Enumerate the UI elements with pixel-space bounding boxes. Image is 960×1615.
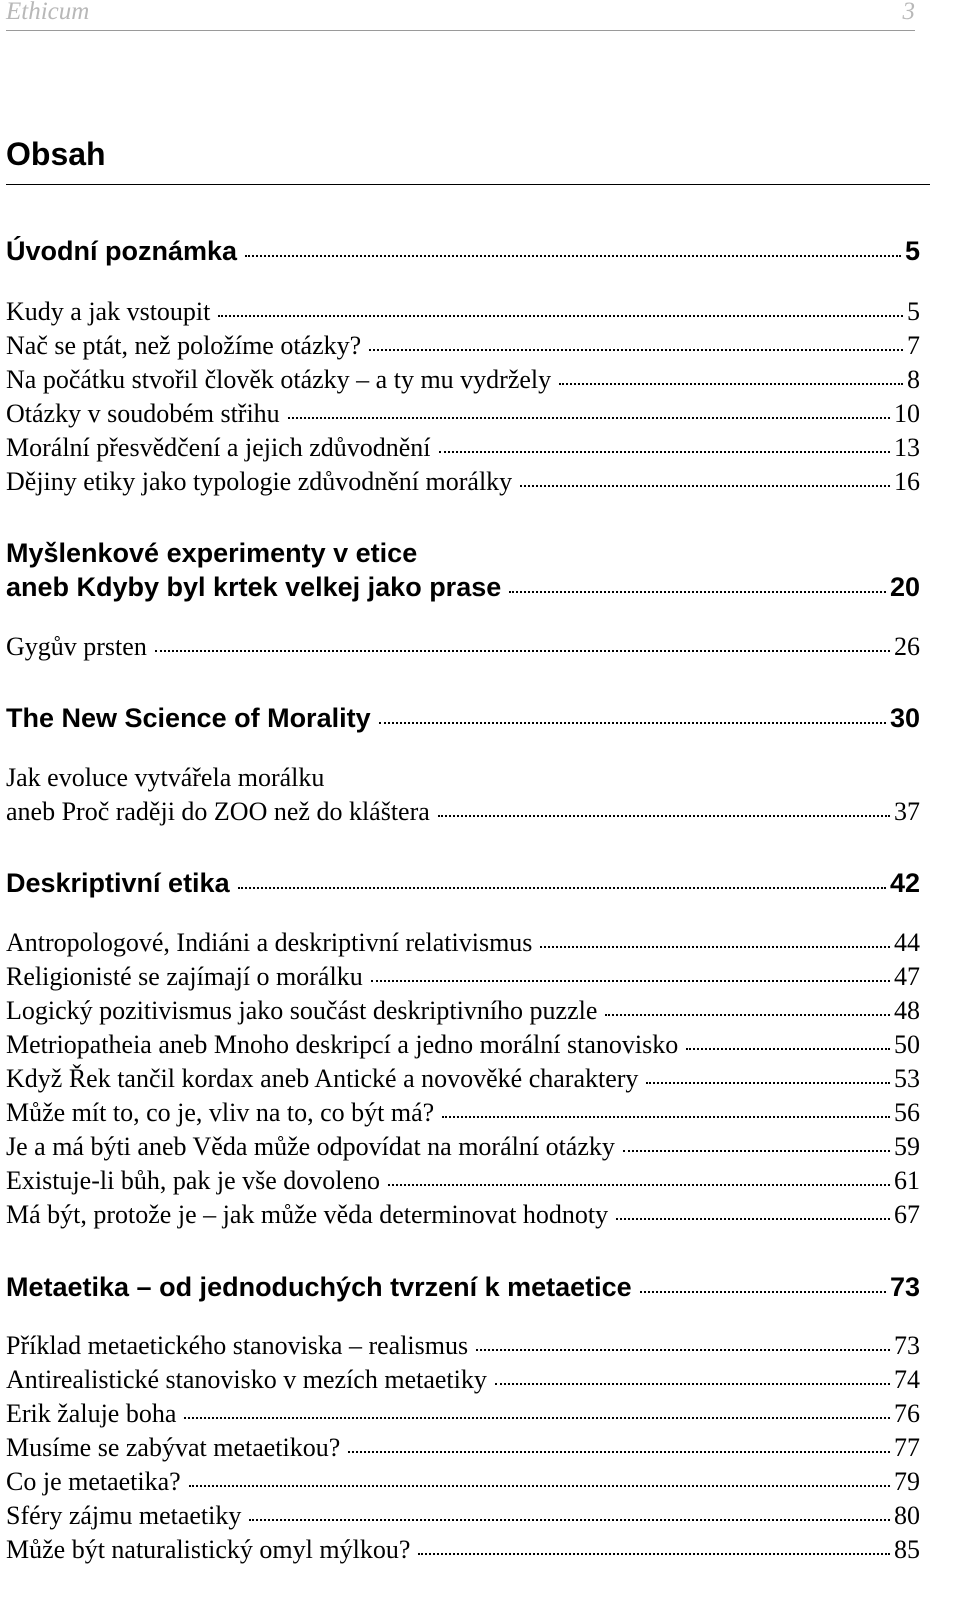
toc-entry-page: 74 bbox=[894, 1365, 920, 1394]
toc-entry-title: Úvodní poznámka bbox=[6, 236, 238, 266]
toc-section-entry[interactable] bbox=[6, 994, 920, 1028]
toc-section-entry[interactable] bbox=[6, 1533, 920, 1567]
toc-entry-title: Antropologové, Indiáni a deskriptivní relativismus bbox=[6, 928, 533, 957]
toc-title: Obsah bbox=[6, 134, 930, 185]
leader-dots bbox=[495, 1382, 890, 1385]
toc-entry-title: Když Řek tančil kordax aneb Antické a novověké charaktery bbox=[6, 1064, 639, 1093]
toc-entry-page: 42 bbox=[889, 868, 920, 898]
leader-dots bbox=[238, 886, 886, 889]
leader-dots bbox=[623, 1149, 890, 1152]
toc-section-entry[interactable] bbox=[6, 761, 920, 829]
leader-dots bbox=[249, 1518, 890, 1521]
toc-entry-page: 56 bbox=[894, 1098, 920, 1127]
leader-dots bbox=[616, 1217, 890, 1220]
toc-entry-page: 37 bbox=[894, 797, 920, 826]
toc-entry-page: 76 bbox=[894, 1399, 920, 1428]
leader-dots bbox=[438, 814, 890, 817]
toc-section-entry[interactable] bbox=[6, 1164, 920, 1198]
toc-entry-title-line1: Myšlenkové experimenty v etice bbox=[6, 538, 418, 568]
toc-section-entry[interactable] bbox=[6, 465, 920, 499]
toc-entry-page: 30 bbox=[889, 703, 920, 733]
toc-entry-title: Musíme se zabývat metaetikou? bbox=[6, 1433, 341, 1462]
toc-section-entry[interactable] bbox=[6, 329, 920, 363]
toc-section-entry[interactable] bbox=[6, 397, 920, 431]
leader-dots bbox=[476, 1348, 890, 1351]
running-header bbox=[6, 0, 915, 31]
leader-dots bbox=[640, 1290, 886, 1293]
toc-entry-title: Příklad metaetického stanoviska – realismus bbox=[6, 1331, 469, 1360]
leader-dots bbox=[686, 1047, 890, 1050]
toc-entry-page: 44 bbox=[894, 928, 920, 957]
toc-section-entry[interactable] bbox=[6, 1130, 920, 1164]
toc-entry-page: 47 bbox=[894, 962, 920, 991]
leader-dots bbox=[520, 484, 890, 487]
toc-entry-page: 16 bbox=[894, 467, 920, 496]
toc-entry-title: Erik žaluje boha bbox=[6, 1399, 177, 1428]
toc-entry-page: 50 bbox=[894, 1030, 920, 1059]
toc-entry-title: Nač se ptát, než položíme otázky? bbox=[6, 331, 362, 360]
toc-entry-title: Dějiny etiky jako typologie zdůvodnění morálky bbox=[6, 467, 513, 496]
toc-entry-page: 61 bbox=[894, 1166, 920, 1195]
leader-dots bbox=[418, 1552, 890, 1555]
toc-entry-title: Morální přesvědčení a jejich zdůvodnění bbox=[6, 433, 431, 462]
toc-entry-title: Je a má býti aneb Věda může odpovídat na morální otázky bbox=[6, 1132, 615, 1161]
leader-dots bbox=[245, 254, 901, 257]
toc-entry-page: 5 bbox=[907, 297, 920, 326]
toc-entry-title: Kudy a jak vstoupit bbox=[6, 297, 211, 326]
leader-dots bbox=[369, 348, 903, 351]
toc-entry-title-line1: Jak evoluce vytvářela morálku bbox=[6, 763, 325, 792]
toc-section-entry[interactable] bbox=[6, 1465, 920, 1499]
toc-entry-title: Co je metaetika? bbox=[6, 1467, 181, 1496]
toc-section-entry[interactable] bbox=[6, 926, 920, 960]
leader-dots bbox=[218, 314, 903, 317]
toc-entry-page: 67 bbox=[894, 1200, 920, 1229]
toc-entry-title: Gygův prsten bbox=[6, 632, 147, 661]
toc-entry-page: 26 bbox=[894, 632, 920, 661]
toc-entry-page: 79 bbox=[894, 1467, 920, 1496]
toc-entry-title: aneb Kdyby byl krtek velkej jako prase bbox=[6, 572, 502, 602]
toc-section-entry[interactable] bbox=[6, 1062, 920, 1096]
running-header-page-number: 3 bbox=[902, 0, 915, 25]
toc-entry-page: 73 bbox=[894, 1331, 920, 1360]
toc-entry-page: 10 bbox=[894, 399, 920, 428]
toc-chapter-entry[interactable] bbox=[6, 1270, 920, 1304]
toc-entry-title: Metaetika – od jednoduchých tvrzení k metaetice bbox=[6, 1272, 632, 1302]
toc-entry-title: Může být naturalistický omyl mýlkou? bbox=[6, 1535, 411, 1564]
toc-entry-title: Antirealistické stanovisko v mezích metaetiky bbox=[6, 1365, 487, 1394]
toc-entry-title: Na počátku stvořil člověk otázky – a ty mu vydržely bbox=[6, 365, 552, 394]
toc-entry-page: 20 bbox=[889, 572, 920, 602]
toc-chapter-entry[interactable] bbox=[6, 234, 920, 268]
toc-chapter-entry[interactable] bbox=[6, 536, 920, 604]
toc-entry-page: 77 bbox=[894, 1433, 920, 1462]
running-header-title: Ethicum bbox=[6, 0, 90, 25]
toc-section-entry[interactable] bbox=[6, 363, 920, 397]
toc-entry-title: Metriopatheia aneb Mnoho deskripcí a jedno morální stanovisko bbox=[6, 1030, 679, 1059]
toc-entry-title: aneb Proč raději do ZOO než do kláštera bbox=[6, 797, 430, 826]
toc-entry-title: Sféry zájmu metaetiky bbox=[6, 1501, 242, 1530]
toc-section-entry[interactable] bbox=[6, 295, 920, 329]
toc-entry-page: 80 bbox=[894, 1501, 920, 1530]
leader-dots bbox=[371, 979, 890, 982]
toc-entry-page: 5 bbox=[904, 236, 920, 266]
toc-entry-title: Religionisté se zajímají o morálku bbox=[6, 962, 363, 991]
toc-section-entry[interactable] bbox=[6, 1329, 920, 1363]
leader-dots bbox=[155, 649, 890, 652]
toc-chapter-entry[interactable] bbox=[6, 866, 920, 900]
leader-dots bbox=[288, 416, 890, 419]
toc-entry-page: 7 bbox=[907, 331, 920, 360]
toc-section-entry[interactable] bbox=[6, 1499, 920, 1533]
toc-section-entry[interactable] bbox=[6, 960, 920, 994]
toc-entry-title: Otázky v soudobém střihu bbox=[6, 399, 280, 428]
toc-section-entry[interactable] bbox=[6, 1363, 920, 1397]
leader-dots bbox=[379, 721, 886, 724]
toc-section-entry[interactable] bbox=[6, 1397, 920, 1431]
toc-entry-title: The New Science of Morality bbox=[6, 703, 371, 733]
leader-dots bbox=[646, 1081, 890, 1084]
toc-section-entry[interactable] bbox=[6, 630, 920, 664]
toc-section-entry[interactable] bbox=[6, 1028, 920, 1062]
toc-entry-title: Existuje-li bůh, pak je vše dovoleno bbox=[6, 1166, 381, 1195]
leader-dots bbox=[388, 1183, 890, 1186]
toc-entry-title: Může mít to, co je, vliv na to, co být má? bbox=[6, 1098, 435, 1127]
leader-dots bbox=[439, 450, 890, 453]
leader-dots bbox=[189, 1484, 890, 1487]
toc-section-entry[interactable] bbox=[6, 1431, 920, 1465]
toc-entry-page: 13 bbox=[894, 433, 920, 462]
leader-dots bbox=[540, 945, 890, 948]
toc-entry-page: 53 bbox=[894, 1064, 920, 1093]
toc-entry-page: 8 bbox=[907, 365, 920, 394]
toc-entry-page: 59 bbox=[894, 1132, 920, 1161]
leader-dots bbox=[605, 1013, 890, 1016]
toc-section-entry[interactable] bbox=[6, 1096, 920, 1130]
toc-entry-page: 73 bbox=[889, 1272, 920, 1302]
toc-entry-title: Deskriptivní etika bbox=[6, 868, 230, 898]
leader-dots bbox=[509, 590, 886, 593]
toc-section-entry[interactable] bbox=[6, 431, 920, 465]
leader-dots bbox=[348, 1450, 890, 1453]
toc-section-entry[interactable] bbox=[6, 1198, 920, 1232]
leader-dots bbox=[184, 1416, 890, 1419]
toc-chapter-entry[interactable] bbox=[6, 701, 920, 735]
toc-entry-page: 48 bbox=[894, 996, 920, 1025]
leader-dots bbox=[442, 1115, 890, 1118]
toc-entry-title: Má být, protože je – jak může věda determinovat hodnoty bbox=[6, 1200, 609, 1229]
toc-entry-page: 85 bbox=[894, 1535, 920, 1564]
leader-dots bbox=[559, 382, 903, 385]
toc-entry-title: Logický pozitivismus jako součást deskriptivního puzzle bbox=[6, 996, 598, 1025]
